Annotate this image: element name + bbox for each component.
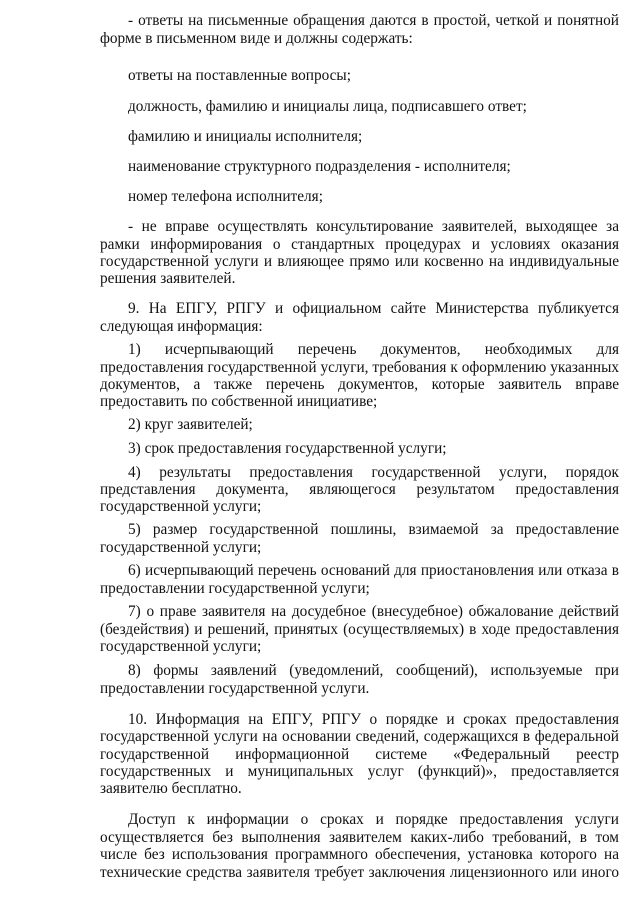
text-line: ответы на поставленные вопросы; bbox=[128, 67, 351, 84]
text-line: форме в письменном виде и должны содержать: bbox=[100, 30, 413, 47]
text-line: - ответы на письменные обращения даются в простой, четкой и понятной bbox=[128, 12, 619, 29]
text-line: 2) круг заявителей; bbox=[128, 416, 253, 433]
text-line: представления документа, являющегося результатом предоставления bbox=[100, 481, 619, 498]
text-line: рамки информирования о стандартных процедурах и условиях оказания bbox=[100, 236, 619, 253]
text-line: предоставлении государственной услуги; bbox=[100, 580, 370, 597]
text-line: государственной услуги и влияющее прямо или косвенно на индивидуальные bbox=[100, 253, 619, 270]
text-line: фамилию и инициалы исполнителя; bbox=[128, 128, 363, 145]
text-line: наименование структурного подразделения - исполнителя; bbox=[128, 158, 511, 175]
text-line: государственной услуги; bbox=[100, 498, 262, 515]
text-line: осуществляется без выполнения заявителем каких-либо требований, в том bbox=[100, 829, 619, 846]
text-line: следующая информация: bbox=[100, 318, 263, 335]
text-line: государственной услуги на основании сведений, содержащихся в федеральной bbox=[100, 728, 619, 745]
text-line: должность, фамилию и инициалы лица, подписавшего ответ; bbox=[128, 98, 527, 115]
text-line: документов, а также перечень документов, которые заявитель вправе bbox=[100, 376, 619, 393]
text-line: решения заявителей. bbox=[100, 270, 236, 287]
text-line: государственной информационной системе «Федеральный реестр bbox=[100, 746, 619, 763]
text-line: предоставления государственной услуги, требования к оформлению указанных bbox=[100, 359, 619, 376]
text-line: предоставлении государственной услуги. bbox=[100, 680, 370, 697]
text-line: номер телефона исполнителя; bbox=[128, 188, 323, 205]
text-line: государственных и муниципальных услуг (функций)», предоставляется bbox=[100, 763, 619, 780]
text-line: 1) исчерпывающий перечень документов, необходимых для bbox=[128, 341, 619, 358]
text-line: 7) о праве заявителя на досудебное (внесудебное) обжалование действий bbox=[128, 603, 619, 620]
text-line: 5) размер государственной пошлины, взимаемой за предоставление bbox=[128, 521, 619, 538]
text-line: Доступ к информации о сроках и порядке предоставления услуги bbox=[128, 811, 619, 828]
text-line: 3) срок предоставления государственной услуги; bbox=[128, 440, 447, 457]
text-line: - не вправе осуществлять консультирование заявителей, выходящее за bbox=[128, 218, 619, 235]
text-line: 8) формы заявлений (уведомлений, сообщений), используемые при bbox=[128, 662, 619, 679]
text-line: государственной услуги; bbox=[100, 539, 262, 556]
text-line: 9. На ЕПГУ, РПГУ и официальном сайте Министерства публикуется bbox=[128, 300, 619, 317]
text-line: 4) результаты предоставления государственной услуги, порядок bbox=[128, 464, 619, 481]
text-line: 10. Информация на ЕПГУ, РПГУ о порядке и сроках предоставления bbox=[128, 711, 619, 728]
text-line: предоставить по собственной инициативе; bbox=[100, 393, 378, 410]
text-line: 6) исчерпывающий перечень оснований для приостановления или отказа в bbox=[128, 562, 619, 579]
text-line: государственной услуги; bbox=[100, 638, 262, 655]
text-line: технические средства заявителя требует заключения лицензионного или иного bbox=[100, 864, 619, 881]
text-line: заявителю бесплатно. bbox=[100, 780, 242, 797]
text-line: числе без использования программного обеспечения, установка которого на bbox=[100, 846, 619, 863]
text-line: (бездействия) и решений, принятых (осуществляемых) в ходе предоставления bbox=[100, 621, 619, 638]
